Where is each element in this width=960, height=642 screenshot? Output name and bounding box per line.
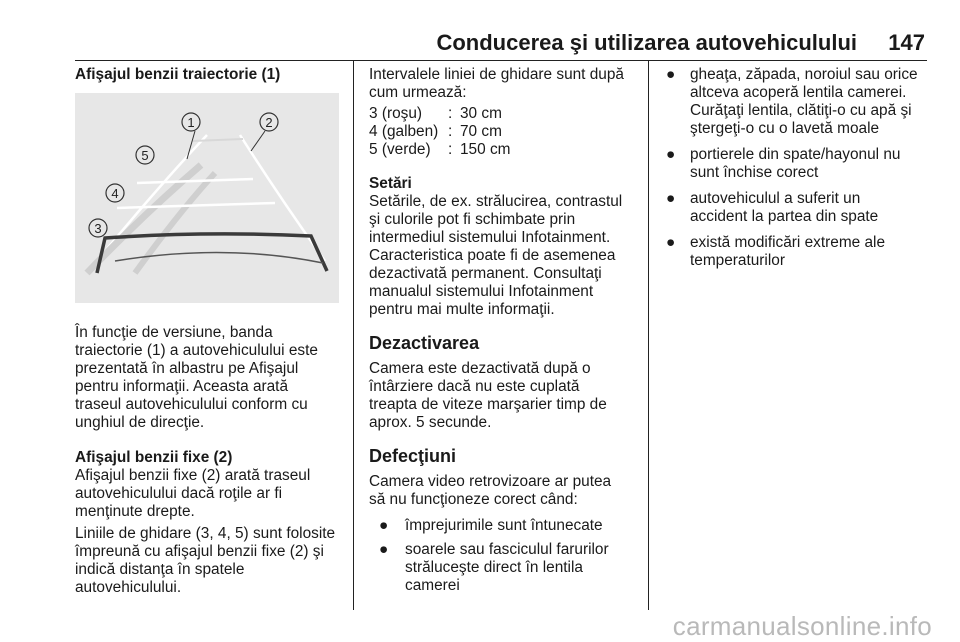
setari-description	[369, 193, 639, 319]
text-line: Curăţaţi lentila, clătiţi-o cu apă şi	[690, 102, 912, 119]
bullet-icon: ●	[666, 190, 676, 207]
column-3	[664, 66, 934, 270]
bullet-icon: ●	[379, 541, 389, 558]
watermark: carmanualsonline.info	[672, 611, 932, 641]
text-line: Liniile de ghidare (3, 4, 5) sunt folosite	[75, 525, 336, 542]
guideline-3	[97, 234, 327, 273]
text-line: pentru mai multe informaţii.	[369, 301, 555, 318]
table-row	[369, 105, 510, 123]
text-line: soarele sau fasciculul farurilor	[405, 541, 609, 558]
defectiuni-description	[369, 473, 639, 509]
text-line: să nu funcţioneze corect când:	[369, 491, 578, 508]
bullet-icon: ●	[666, 66, 676, 83]
text-line: traseul autovehiculului conform cu	[75, 396, 308, 413]
heading-setari: Setări	[369, 175, 412, 192]
text-line: există modificări extreme ale	[690, 234, 886, 251]
label-5: 5	[141, 148, 149, 163]
guideline-diagram	[75, 93, 339, 303]
list-item	[664, 66, 934, 138]
label-5-icon	[136, 146, 154, 164]
text-line: dezactivată permanent. Consultaţi	[369, 265, 602, 282]
text-line: traiectorie (1) a autovehiculului este	[75, 342, 318, 359]
text-line: întârziere dacă nu este cuplată	[369, 378, 580, 395]
list-item	[664, 234, 934, 270]
heading-trajectory-display: Afişajul benzii traiectorie (1)	[75, 66, 281, 83]
text-line: împreună cu afişajul benzii fixe (2) şi	[75, 543, 324, 560]
text-line: pentru informaţii. Aceasta arată	[75, 378, 289, 395]
guideline-4	[117, 203, 275, 208]
intervals-intro	[369, 66, 639, 102]
interval-label: 3 (roşu)	[369, 105, 423, 122]
guideline-figure	[75, 93, 339, 303]
label-3-icon	[89, 219, 107, 237]
text-line: autovehiculului.	[75, 579, 182, 596]
page-header	[75, 30, 927, 61]
trajectory-description	[75, 324, 347, 432]
bullet-icon: ●	[666, 146, 676, 163]
text-line: Setările, de ex. strălucirea, contrastul	[369, 193, 623, 210]
text-line: indică distanţa în spatele	[75, 561, 245, 578]
text-line: aprox. 5 secunde.	[369, 414, 492, 431]
column-divider-2	[648, 60, 649, 610]
list-item	[664, 146, 934, 182]
text-line: Afişajul benzii fixe (2) arată traseul	[75, 467, 311, 484]
label-2: 2	[265, 115, 273, 130]
label-2-icon	[260, 113, 278, 131]
text-line: manualul sistemului Infotainment	[369, 283, 594, 300]
guideline-5	[137, 179, 253, 183]
fixed-lane-description	[75, 467, 347, 521]
text-line: Caracteristica poate fi de asemenea	[369, 247, 616, 264]
text-line: menţinute drepte.	[75, 503, 195, 520]
text-line: ştergeţi-o cu o lavetă moale	[690, 120, 880, 137]
heading-dezactivarea: Dezactivarea	[369, 333, 480, 353]
label-4: 4	[111, 186, 119, 201]
text-line: Camera este dezactivată după o	[369, 360, 591, 377]
label-4-icon	[106, 184, 124, 202]
interval-sep: :	[448, 105, 453, 122]
table-row	[369, 123, 510, 141]
column-divider-1	[353, 60, 354, 610]
text-line: intermediul sistemului Infotainment.	[369, 229, 611, 246]
interval-value: 30 cm	[460, 105, 502, 122]
interval-sep: :	[448, 141, 453, 158]
bullet-icon: ●	[666, 234, 676, 251]
text-line: accident la partea din spate	[690, 208, 879, 225]
column-2	[369, 66, 639, 595]
text-line: treapta de viteze marşarier timp de	[369, 396, 607, 413]
leader-2	[251, 131, 265, 151]
text-line: Intervalele liniei de ghidare sunt după	[369, 66, 624, 83]
text-line: În funcţie de versiune, banda	[75, 324, 273, 341]
text-line: temperaturilor	[690, 252, 785, 269]
top-guide	[193, 139, 243, 141]
text-line: împrejurimile sunt întunecate	[405, 517, 603, 534]
leader-1	[187, 131, 195, 159]
label-1-icon	[182, 113, 200, 131]
text-line: autovehiculul a suferit un	[690, 190, 861, 207]
heading-fixed-lane: Afişajul benzii fixe (2)	[75, 449, 233, 466]
interval-sep: :	[448, 123, 453, 140]
text-line: unghiul de direcţie.	[75, 414, 205, 431]
page-number: 147	[888, 30, 925, 55]
text-line: autovehiculului dacă roţile ar fi	[75, 485, 283, 502]
interval-value: 150 cm	[460, 141, 511, 158]
text-line: prezentată în albastru pe Afişajul	[75, 360, 299, 377]
interval-value: 70 cm	[460, 123, 502, 140]
list-item	[369, 517, 639, 535]
intervals-table	[369, 105, 510, 159]
text-line: Camera video retrovizoare ar putea	[369, 473, 612, 490]
text-line: portierele din spate/hayonul nu	[690, 146, 901, 163]
bullet-icon: ●	[379, 517, 389, 534]
label-3: 3	[94, 221, 102, 236]
defectiuni-list-continued	[664, 66, 934, 270]
text-line: altceva acoperă lentila camerei.	[690, 84, 907, 101]
header-title: Conducerea şi utilizarea autovehiculului	[436, 30, 857, 55]
defectiuni-list	[369, 517, 639, 595]
guidelines-description	[75, 525, 347, 597]
text-line: gheaţa, zăpada, noroiul sau orice	[690, 66, 918, 83]
table-row	[369, 141, 510, 159]
text-line: sunt închise corect	[690, 164, 819, 181]
text-line: camerei	[405, 577, 460, 594]
column-1	[75, 66, 347, 597]
text-line: cum urmează:	[369, 84, 467, 101]
interval-label: 4 (galben)	[369, 123, 439, 140]
text-line: şi culorile pot fi schimbate prin	[369, 211, 576, 228]
list-item	[664, 190, 934, 226]
text-line: străluceşte direct în lentila	[405, 559, 583, 576]
heading-defectiuni: Defecţiuni	[369, 446, 457, 466]
dezactivarea-description	[369, 360, 639, 432]
interval-label: 5 (verde)	[369, 141, 431, 158]
label-1: 1	[187, 115, 195, 130]
list-item	[369, 541, 639, 595]
